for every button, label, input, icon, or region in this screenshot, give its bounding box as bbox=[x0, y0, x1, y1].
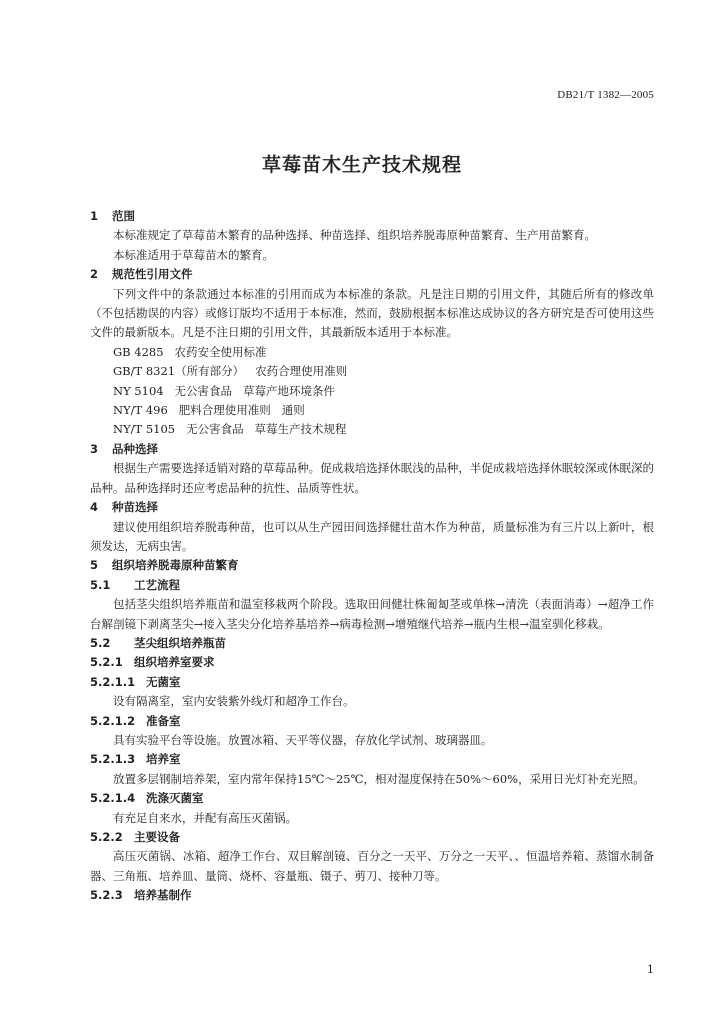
paragraph: 包括茎尖组织培养瓶苗和温室移栽两个阶段。选取田间健壮株匍匐茎或单株→清洗（表面消毒）→超净工作台解剖镜下剥离茎尖→接入茎尖分化培养基培养→病毒检测→增殖继代培养→瓶内生根→温室驯化移栽。 bbox=[90, 597, 654, 631]
section-4-heading bbox=[90, 498, 654, 517]
subsection-5-2-1-4-heading bbox=[90, 789, 654, 808]
paragraph: 本标准适用于草莓苗木的繁育。 bbox=[113, 247, 274, 262]
section-number: 5.2.2 bbox=[90, 830, 123, 844]
section-title: 主要设备 bbox=[134, 830, 180, 844]
section-title: 培养基制作 bbox=[134, 888, 192, 903]
reference-item: GB 4285 农药安全使用标准 bbox=[113, 344, 267, 359]
section-title: 洗涤灭菌室 bbox=[146, 791, 204, 806]
section-title: 范围 bbox=[112, 209, 135, 223]
subsection-5-2-heading bbox=[90, 634, 654, 653]
reference-item: NY 5104 无公害食品 草莓产地环境条件 bbox=[113, 383, 336, 398]
subsection-5-2-1-heading bbox=[90, 653, 654, 672]
document-body bbox=[90, 207, 654, 906]
section-title: 准备室 bbox=[146, 713, 181, 728]
subsection-5-2-1-1-heading bbox=[90, 673, 654, 692]
subsection-5-2-2-heading bbox=[90, 828, 654, 847]
subsection-5-1-heading bbox=[90, 576, 654, 595]
paragraph: 建议使用组织培养脱毒种苗，也可以从生产园田间选择健壮苗木作为种苗，质量标准为有三片以上新叶，根须发达，无病虫害。 bbox=[90, 519, 654, 553]
section-3-heading bbox=[90, 440, 654, 459]
section-number: 4 bbox=[90, 500, 99, 515]
section-number: 5.2.1.2 bbox=[90, 713, 136, 728]
paragraph: 设有隔离室，室内安装紫外线灯和超净工作台。 bbox=[113, 694, 355, 709]
page-number: 1 bbox=[647, 963, 654, 976]
standard-code: DB21/T 1382—2005 bbox=[557, 89, 654, 101]
section-title: 品种选择 bbox=[112, 441, 158, 456]
section-title: 规范性引用文件 bbox=[112, 267, 193, 282]
section-number: 1 bbox=[90, 209, 99, 223]
paragraph: 根据生产需要选择适销对路的草莓品种。促成栽培选择休眠浅的品种，半促成栽培选择休眠较深或休眠深的品种。品种选择时还应考虑品种的抗性、品质等性状。 bbox=[90, 461, 654, 495]
section-number: 5.2.3 bbox=[90, 888, 123, 903]
section-title: 培养室 bbox=[146, 752, 181, 767]
reference-item: NY/T 496 肥料合理使用准则 通则 bbox=[113, 403, 305, 418]
section-1-heading bbox=[90, 207, 654, 226]
paragraph: 高压灭菌锅、冰箱、超净工作台、双目解剖镜、百分之一天平、万分之一天平、、恒温培养箱、蒸馏水制备器、三角瓶、培养皿、量筒、烧杯、容量瓶、镊子、剪刀、接种刀等。 bbox=[90, 849, 654, 883]
section-title: 组织培养脱毒原种苗繁育 bbox=[112, 558, 239, 573]
paragraph: 放置多层钢制培养架，室内常年保持15℃～25℃，相对湿度保持在50%～60%，采用日光灯补充光照。 bbox=[113, 771, 645, 786]
section-title: 种苗选择 bbox=[112, 500, 158, 515]
paragraph: 具有实验平台等设施。放置冰箱、天平等仪器，存放化学试剂、玻璃器皿。 bbox=[113, 732, 493, 747]
section-title: 工艺流程 bbox=[134, 577, 180, 592]
section-title: 组织培养室要求 bbox=[134, 655, 215, 670]
reference-item: GB/T 8321（所有部分） 农药合理使用准则 bbox=[113, 364, 348, 379]
paragraph: 下列文件中的条款通过本标准的引用而成为本标准的条款。凡是注日期的引用文件，其随后所有的修改单（不包括勘误的内容）或修订版均不适用于本标准，然而，鼓励根据本标准达成协议的各方研究是否可使用这些文件的最新版本。凡是不注日期的引用文件，其最新版本适用于本标准。 bbox=[90, 286, 654, 340]
section-title: 茎尖组织培养瓶苗 bbox=[134, 635, 226, 650]
section-number: 5.2.1 bbox=[90, 655, 123, 670]
section-number: 5.2.1.4 bbox=[90, 791, 136, 806]
section-number: 5.2.1.3 bbox=[90, 752, 136, 767]
section-2-heading bbox=[90, 265, 654, 284]
reference-item: NY/T 5105 无公害食品 草莓生产技术规程 bbox=[113, 422, 347, 437]
paragraph: 有充足自来水，并配有高压灭菌锅。 bbox=[113, 810, 297, 825]
section-number: 3 bbox=[90, 441, 99, 456]
section-number: 5.1 bbox=[90, 577, 111, 592]
section-number: 5 bbox=[90, 558, 99, 573]
paragraph: 本标准规定了草莓苗木繁育的品种选择、种苗选择、组织培养脱毒原种苗繁育、生产用苗繁育。 bbox=[113, 228, 596, 243]
section-5-heading bbox=[90, 556, 654, 575]
section-number: 5.2.1.1 bbox=[90, 674, 136, 689]
subsection-5-2-3-heading bbox=[90, 886, 654, 905]
section-number: 5.2 bbox=[90, 635, 111, 650]
subsection-5-2-1-2-heading bbox=[90, 712, 654, 731]
section-number: 2 bbox=[90, 267, 99, 282]
section-title: 无菌室 bbox=[146, 674, 181, 689]
subsection-5-2-1-3-heading bbox=[90, 750, 654, 769]
document-title: 草莓苗木生产技术规程 bbox=[261, 154, 462, 176]
